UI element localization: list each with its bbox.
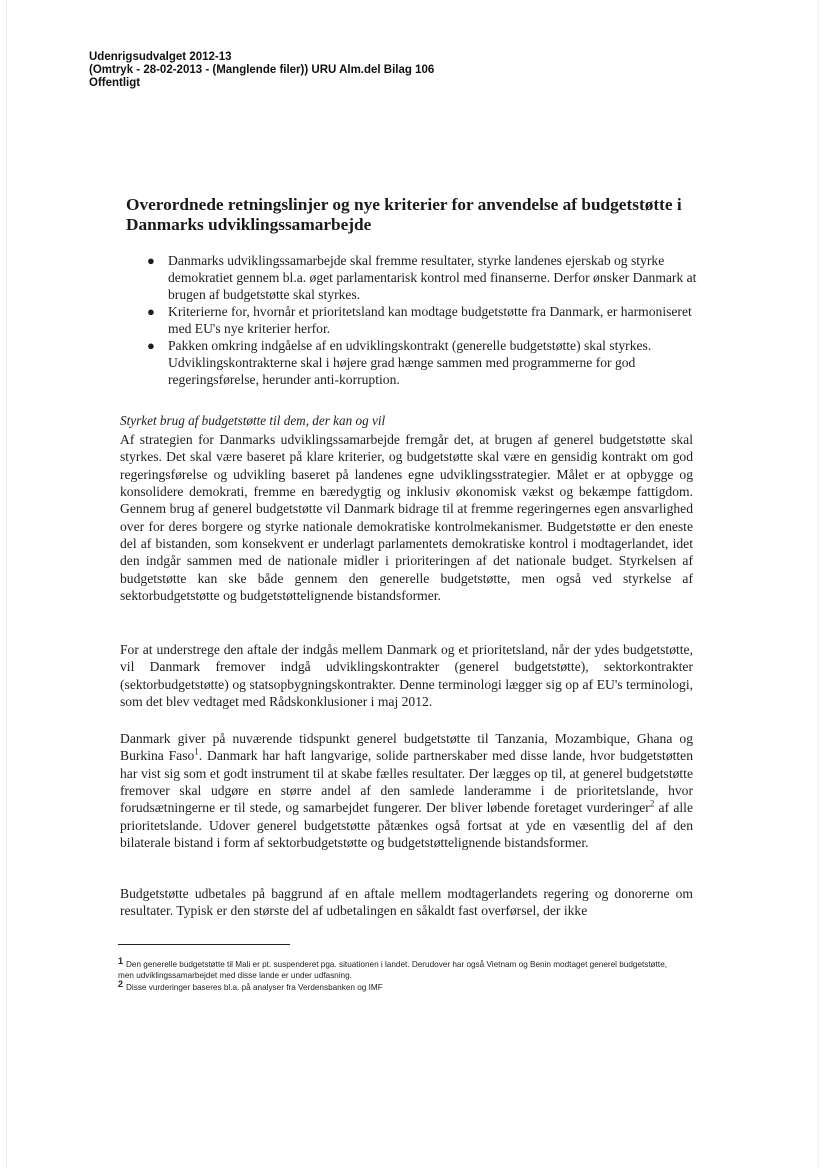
bullet-item <box>147 303 707 337</box>
bullet-text: Danmarks udviklingssamarbejde skal fremme resultater, styrke landenes ejerskab og styrke demokratiet gennem bl.a. øget parlamentarisk kontrol med finanserne. Derfor ønsker Danmark at brugen af budgetstøtte skal styrkes. <box>168 253 697 302</box>
footnote-number: 2 <box>118 979 124 989</box>
paragraph-text: . Danmark har haft langvarige, solide partnerskaber med disse lande, hvor budgetstøtten har vist sig som et godt instrument til at skabe fælles resultater. Der lægges op til, at generel budgetstøtte fremover skal udgøre en større andel af den samlede landeramme i de prioritetslande, hvor forudsætningerne er til stede, og samarbejdet fungerer. Der bliver løbende foretaget vurderinger <box>120 748 694 816</box>
footnote-number: 1 <box>118 956 124 966</box>
bullet-icon: ● <box>147 253 155 268</box>
bullet-icon: ● <box>147 304 155 319</box>
paragraph-disbursement: Budgetstøtte udbetales på baggrund af en aftale mellem modtagerlandets regering og donorerne om resultater. Typisk er den største del af udbetalingen en såkaldt fast overførsel, der ikke <box>120 886 693 919</box>
paragraph-contracts: For at understrege den aftale der indgås mellem Danmark og et prioritetsland, når der ydes budgetstøtte, vil Danmark fremover indgå udviklingskontrakter (generel budgetstøtte), sektorkontrakter (sektorbudgetstøtte) og statsopbygningskontrakter. Denne terminologi lægger sig op af EU's terminologi, som det blev vedtaget med Rådskonklusioner i maj 2012. <box>120 642 693 710</box>
document-stamp <box>89 51 434 90</box>
footnote-text: Den generelle budgetstøtte til Mali er pt. suspenderet pga. situationen i landet. Derudover har også Vietnam og Benin modtaget generel budgetstøtte, men udviklingssamarbejdet med disse lande er under udfasning. <box>118 960 668 980</box>
bullet-text: Pakken omkring indgåelse af en udviklingskontrakt (generelle budgetstøtte) skal styrkes. Udviklingskontrakterne skal i højere grad hænge sammen med programmerne for god regeringsførelse, herunder anti-korruption. <box>168 338 652 387</box>
paragraph-strategy: Af strategien for Danmarks udviklingssamarbejde fremgår det, at brugen af generel budgetstøtte skal styrkes. Det skal være baseret på klare kriterier, og budgetstøtte skal være en gensidig kontrakt om god regeringsførelse og udvikling baseret på landenes egne udviklingsstrategier. Målet er at opbygge og konsolidere demokrati, fremme en bæredygtig og inklusiv økonomisk vækst og bekæmpe fattigdom. Gennem brug af generel budgetstøtte vil Danmark bidrage til at fremme regeringernes egen ansvarlighed over for deres borgere og styrke nationale demokratiske kontrolmekanismer. Budgetstøtte er den eneste del af bistanden, som konsekvent er underlagt parlamentets demokratiske kontrol i modtagerlandet, idet den indgår sammen med de nationale midler i prioriteringen af det nationale budget. Styrkelsen af budgetstøtte kan ske både gennem den generelle budgetstøtte, men også ved styrkelse af sektorbudgetstøtte og budgetstøttelignende bistandsformer. <box>120 432 693 604</box>
bullet-text: Kriterierne for, hvornår et prioritetsland kan modtage budgetstøtte fra Danmark, er harmoniseret med EU's nye kriterier herfor. <box>168 304 692 336</box>
footnote-2 <box>118 979 678 993</box>
stamp-line-public: Offentligt <box>89 77 141 89</box>
footnote-reference-1: 1 <box>194 746 199 757</box>
paragraph-text: af alle prioritetslande. Udover generel budgetstøtte påtænkes også fortsat at yde en væsentlig del af den bilaterale bistand i form af sektorbudgetstøtte og budgetstøttelignende bistandsformer. <box>120 800 693 851</box>
bullet-item <box>147 337 707 388</box>
paragraph-text: Danmark giver på nuværende tidspunkt generel budgetstøtte til Tanzania, Mozambique, Ghana og Burkina Faso <box>120 731 693 764</box>
bullet-item <box>147 252 707 303</box>
bullet-icon: ● <box>147 338 155 353</box>
stamp-line-reprint: (Omtryk - 28-02-2013 - (Manglende filer)) URU Alm.del Bilag 106 <box>89 64 435 76</box>
paragraph-current-support <box>120 730 693 851</box>
footnote-text: Disse vurderinger baseres bl.a. på analyser fra Verdensbanken og IMF <box>126 983 383 992</box>
scan-edge-left <box>6 0 7 1168</box>
footnote-reference-2: 2 <box>649 798 655 809</box>
section-subheading: Styrket brug af budgetstøtte til dem, der kan og vil <box>120 413 386 428</box>
scan-edge-right <box>818 0 819 1168</box>
footnote-1 <box>118 956 678 981</box>
document-title: Overordnede retningslinjer og nye kriterier for anvendelse af budgetstøtte i Danmarks udviklingssamarbejde <box>126 195 682 234</box>
summary-bullet-list <box>147 252 707 388</box>
stamp-line-committee: Udenrigsudvalget 2012-13 <box>89 51 232 63</box>
footnote-divider <box>118 944 290 945</box>
